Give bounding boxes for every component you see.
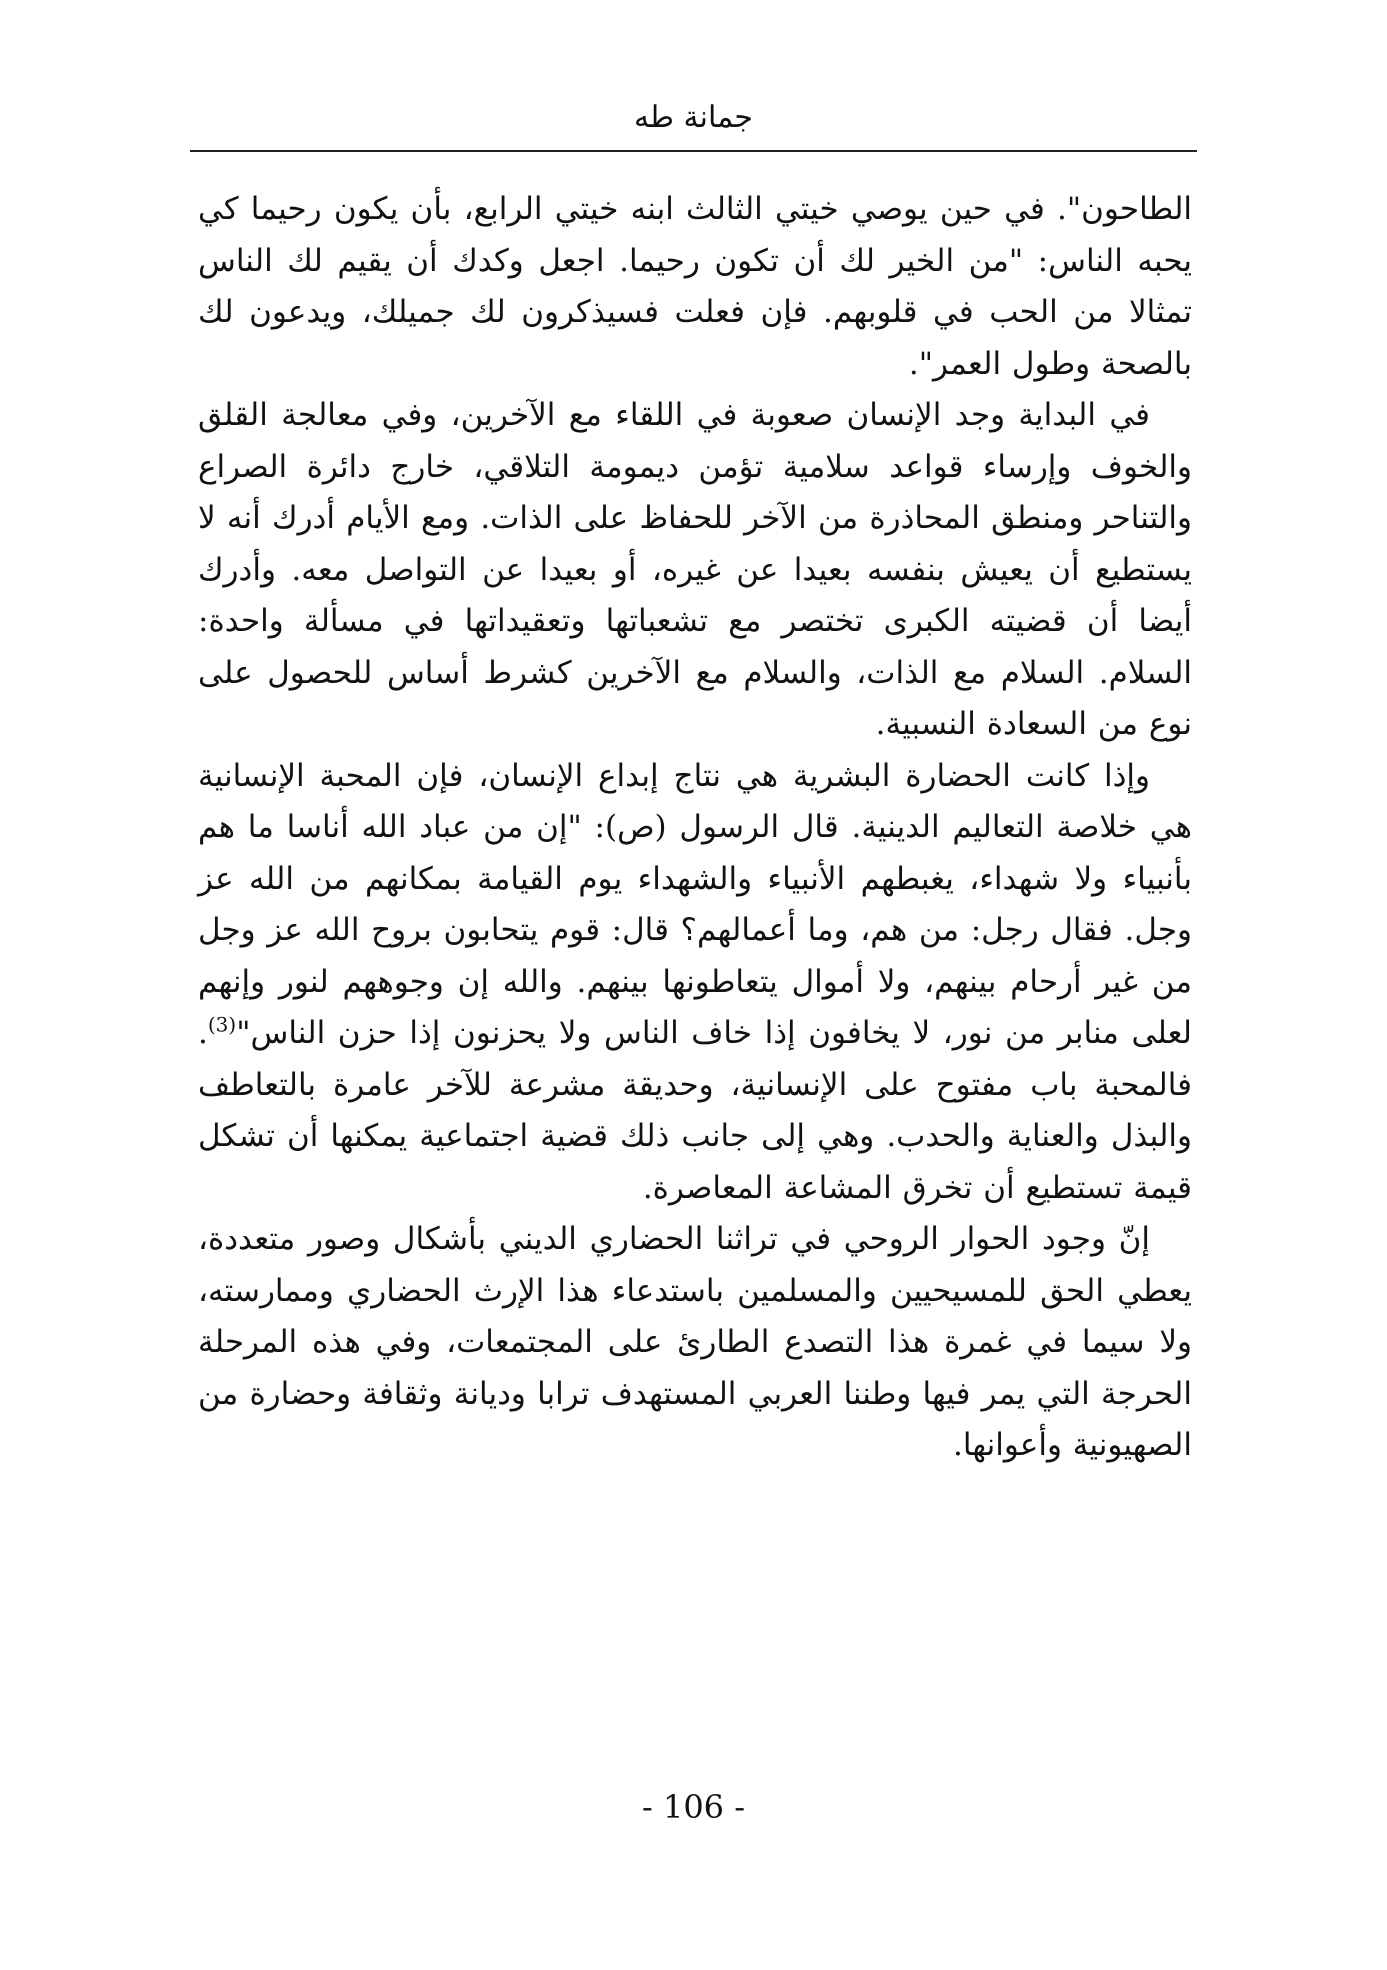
running-header-title: جمانة طه <box>634 100 753 135</box>
footnote-reference: (3) <box>207 1012 237 1037</box>
paragraph-2: في البداية وجد الإنسان صعوبة في اللقاء مع الآخرين، وفي معالجة القلق والخوف وإرساء قواعد سلامية تؤمن ديمومة التلاقي، خارج دائرة الصراع والتناحر ومنطق المحاذرة من الآخر للحفاظ على الذات. ومع الأيام أدرك أنه لا يستطيع أن يعيش بنفسه بعيدا عن غيره، أو بعيدا عن التواصل معه. وأدرك أيضا أن قضيته الكبرى تختصر مع تشعباتها وتعقيداتها في مسألة واحدة: السلام. السلام مع الذات، والسلام مع الآخرين كشرط أساس للحصول على نوع من السعادة النسبية. <box>198 397 1192 742</box>
paragraph-3-text: وإذا كانت الحضارة البشرية هي نتاج إبداع الإنسان، فإن المحبة الإنسانية هي خلاصة التعاليم الدينية. قال الرسول (ص): "إن من عباد الله أناسا ما هم بأنبياء ولا شهداء، يغبطهم الأنبياء والشهداء يوم القيامة بمكانهم من الله عز وجل. فقال رجل: من هم، وما أعمالهم؟ قال: قوم يتحابون بروح الله عز وجل من غير أرحام بينهم، ولا أموال يتعاطونها بينهم. والله إن وجوههم لنور وإنهم لعلى منابر من نور، لا يخافون إذا خاف الناس ولا يحزنون إذا حزن الناس" <box>198 757 1192 1051</box>
paragraph-4: إنّ وجود الحوار الروحي في تراثنا الحضاري الديني بأشكال وصور متعددة، يعطي الحق للمسيحيين والمسلمين باستدعاء هذا الإرث الحضاري وممارسته، ولا سيما في غمرة هذا التصدع الطارئ على المجتمعات، وفي هذه المرحلة الحرجة التي يمر فيها وطننا العربي المستهدف ترابا وديانة وثقافة وحضارة من الصهيونية وأعوانها. <box>198 1221 1192 1463</box>
header-divider <box>190 150 1197 152</box>
paragraph-1: الطاحون". في حين يوصي خيتي الثالث ابنه خيتي الرابع، بأن يكون رحيما كي يحبه الناس: "من الخير لك أن تكون رحيما. اجعل وكدك أن يقيم لك الناس تمثالا من الحب في قلوبهم. فإن فعلت فسيذكرون لك جميلك، ويدعون لك بالصحة وطول العمر". <box>198 191 1192 382</box>
paragraph-3-continuation: . فالمحبة باب مفتوح على الإنسانية، وحديقة مشرعة للآخر عامرة بالتعاطف والبذل والعناية والحدب. وهي إلى جانب ذلك قضية اجتماعية يمكنها أن تشكل قيمة تستطيع أن تخرق المشاعة المعاصرة. <box>198 1015 1193 1206</box>
main-text-body <box>198 184 1192 1472</box>
page-number: - 106 - <box>641 1788 746 1826</box>
paragraph-3 <box>198 751 1192 1215</box>
